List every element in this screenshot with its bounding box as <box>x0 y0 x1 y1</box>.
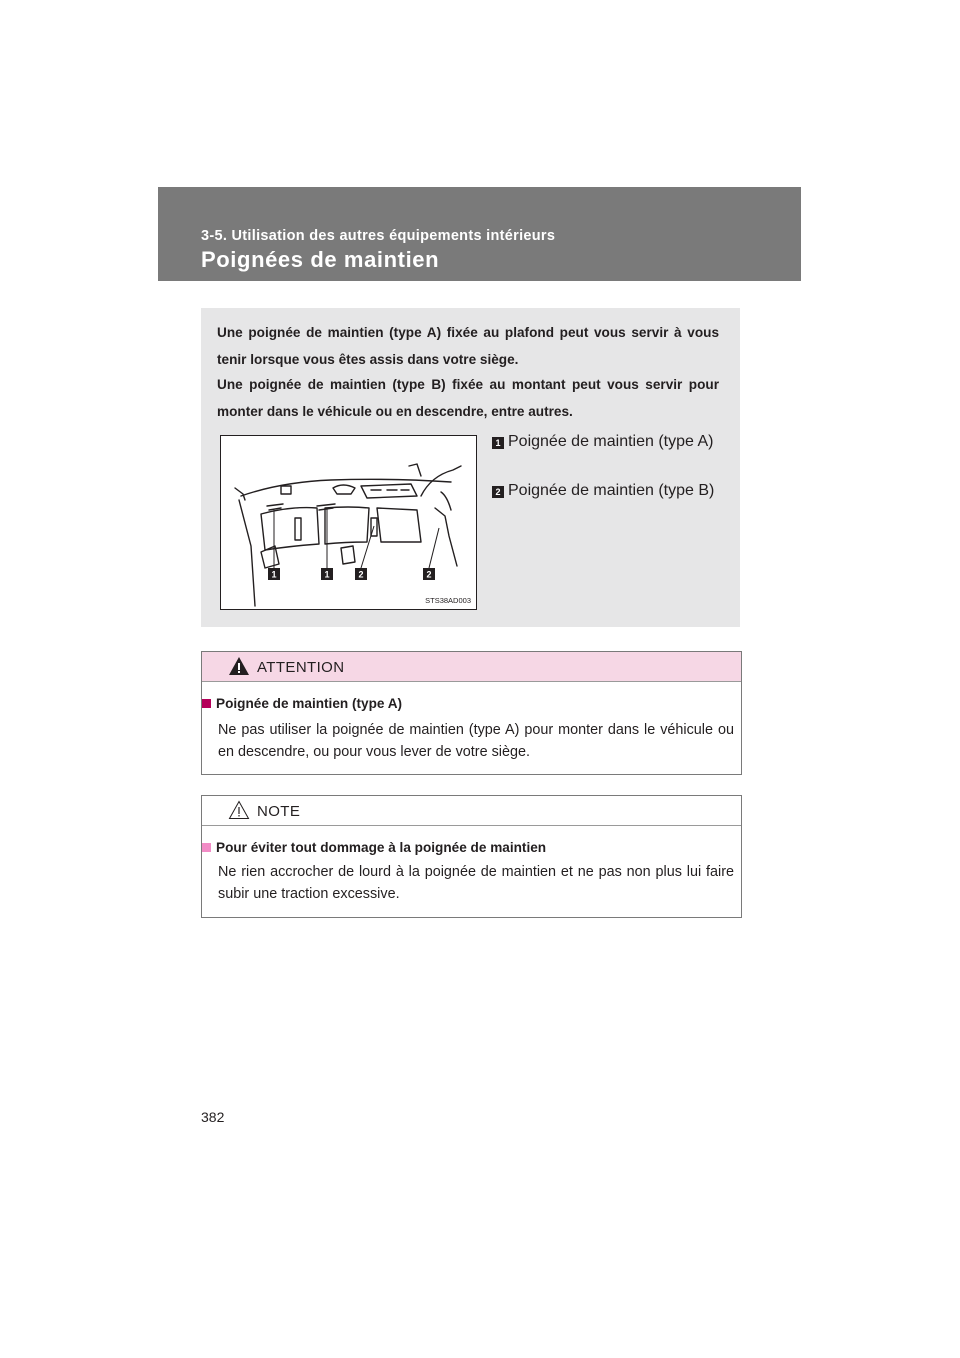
bullet-square-icon <box>202 699 211 708</box>
section-title: 3-5. Utilisation des autres équipements intérieurs <box>201 228 556 244</box>
note-header <box>202 796 741 826</box>
attention-body: Ne pas utiliser la poignée de maintien (type A) pour monter dans le véhicule ou en descendre, ou pour vous lever de votre siège. <box>218 722 734 760</box>
callout-label-1a: 1 <box>271 569 277 580</box>
note-box <box>201 795 742 918</box>
figure-callouts <box>268 568 435 580</box>
interior-drawing <box>221 436 476 609</box>
intro-paragraph-2: Une poignée de maintien (type B) fixée au montant peut vous servir pour monter dans le véhicule ou en descendre, entre autres. <box>217 377 719 419</box>
attention-subheading-text: Poignée de maintien (type A) <box>216 696 403 711</box>
legend-number-2: 2 <box>492 486 504 498</box>
callout-label-2b: 2 <box>426 569 432 580</box>
callout-label-1b: 1 <box>324 569 330 580</box>
attention-subheading <box>202 696 402 711</box>
attention-label: ATTENTION <box>257 659 345 676</box>
legend-text-2: Poignée de maintien (type B) <box>508 482 715 499</box>
legend-text-1: Poignée de maintien (type A) <box>508 433 714 450</box>
note-label: NOTE <box>257 803 301 820</box>
attention-header <box>202 652 741 682</box>
intro-paragraph-1: Une poignée de maintien (type A) fixée au plafond peut vous servir à vous tenir lorsque vous êtes assis dans votre siège. <box>217 325 719 367</box>
note-subheading-text: Pour éviter tout dommage à la poignée de maintien <box>216 840 547 855</box>
legend-item-1 <box>492 429 722 455</box>
page-number: 382 <box>201 1109 225 1125</box>
vehicle-interior-illustration <box>220 435 477 610</box>
page-title: Poignées de maintien <box>201 247 440 272</box>
section-header <box>158 187 801 281</box>
warning-icon <box>228 656 250 676</box>
caution-outline-icon <box>228 800 250 820</box>
intro-panel <box>201 308 740 627</box>
note-body: Ne rien accrocher de lourd à la poignée de maintien et ne pas non plus lui faire subir une traction excessive. <box>218 864 734 902</box>
callout-label-2a: 2 <box>358 569 364 580</box>
legend-number-1: 1 <box>492 437 504 449</box>
bullet-square-icon <box>202 843 211 852</box>
figure-code: STS38AD003 <box>425 596 471 605</box>
attention-box <box>201 651 742 775</box>
legend-item-2 <box>492 478 722 504</box>
note-subheading <box>202 840 546 855</box>
